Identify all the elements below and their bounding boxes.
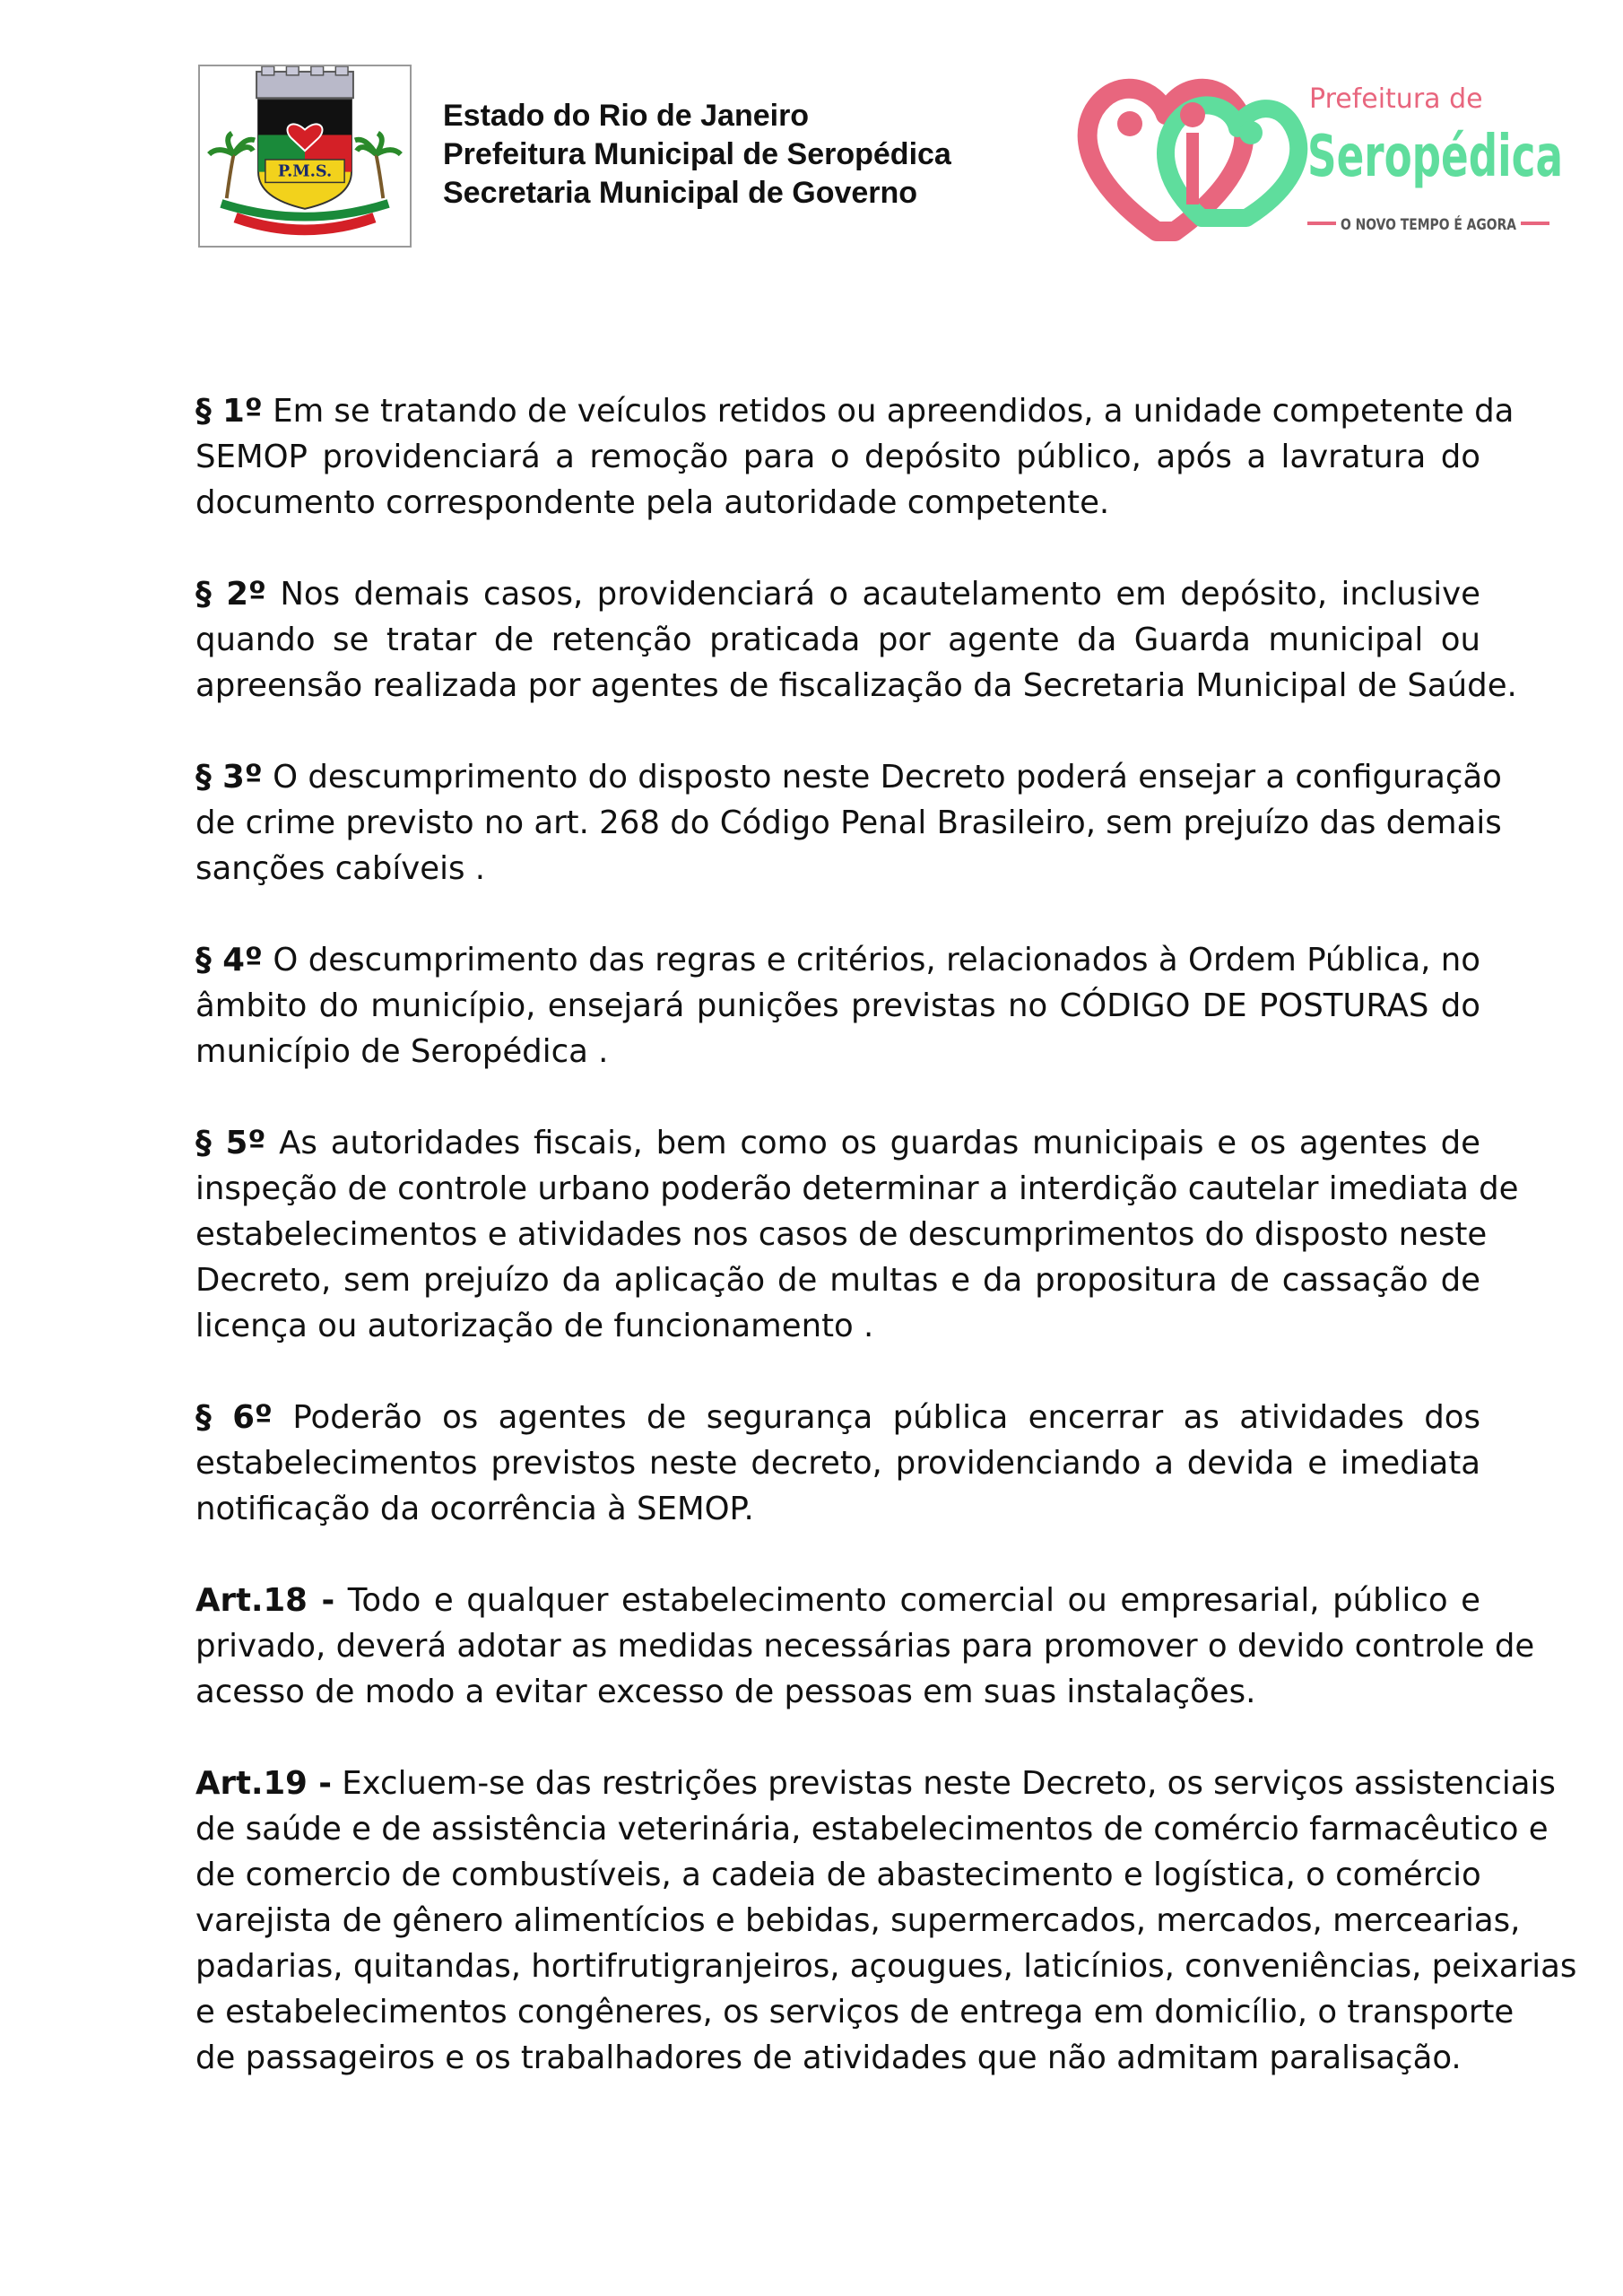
line-text: de comercio de combustíveis, a cadeia de abastecimento e logística, o comércio <box>195 1857 1481 1893</box>
text-line <box>195 937 1480 983</box>
line-text: município de Seropédica . <box>195 1033 609 1070</box>
paragraph <box>195 571 1517 709</box>
line-text: notificação da ocorrência à SEMOP. <box>195 1491 754 1527</box>
line-text: apreensão realizada por agentes de fiscalização da Secretaria Municipal de Saúde. <box>195 667 1517 704</box>
line-text: Nos demais casos, providenciará o acautelamento em depósito, inclusive <box>280 576 1480 613</box>
line-text: sanções cabíveis . <box>195 850 486 887</box>
line-text: estabelecimentos previstos neste decreto, providenciando a devida e imediata <box>195 1445 1480 1482</box>
line-text: Todo e qualquer estabelecimento comercial ou empresarial, público e <box>347 1582 1480 1619</box>
institution-header <box>443 97 951 213</box>
line-text: licença ou autorização de funcionamento . <box>195 1308 874 1344</box>
paragraph-lead: Art.18 - <box>195 1582 335 1619</box>
line-text: inspeção de controle urbano poderão determinar a interdição cautelar imediata de <box>195 1170 1519 1207</box>
municipal-coat-of-arms <box>198 65 412 248</box>
line-text: Em se tratando de veículos retidos ou apreendidos, a unidade competente da <box>273 393 1515 430</box>
text-line <box>195 1440 1480 1486</box>
paragraph-lead: § 6º <box>195 1399 273 1436</box>
paragraph <box>195 1761 1577 2081</box>
text-line <box>195 1029 1480 1074</box>
text-line <box>195 1669 1480 1715</box>
text-line <box>195 434 1480 480</box>
line-text: de passageiros e os trabalhadores de atividades que não admitam paralisação. <box>195 2039 1462 2076</box>
city-hall-name: Prefeitura Municipal de Seropédica <box>443 137 951 171</box>
paragraph <box>195 1578 1535 1715</box>
logo-prefix: Prefeitura de <box>1309 83 1483 115</box>
paragraph-lead: § 3º <box>195 759 263 796</box>
department-name: Secretaria Municipal de Governo <box>443 176 918 210</box>
line-text: quando se tratar de retenção praticada por agente da Guarda municipal ou <box>195 622 1480 658</box>
crest-label: P.M.S. <box>277 161 333 181</box>
text-line <box>195 1395 1480 1440</box>
line-text: Decreto, sem prejuízo da aplicação de multas e da propositura de cassação de <box>195 1262 1480 1299</box>
logo-city-name: Seropédica <box>1307 124 1563 190</box>
seropedica-logo <box>1067 61 1569 249</box>
text-line <box>195 800 1502 846</box>
paragraph-lead: § 5º <box>195 1125 266 1161</box>
line-text: estabelecimentos e atividades nos casos de descumprimentos do disposto neste <box>195 1216 1488 1253</box>
text-line <box>195 754 1502 800</box>
text-line <box>195 1212 1488 1257</box>
text-line <box>195 1578 1480 1623</box>
line-text: documento correspondente pela autoridade competente. <box>195 484 1110 521</box>
line-text: Poderão os agentes de segurança pública encerrar as atividades dos <box>292 1399 1480 1436</box>
text-line <box>195 1166 1519 1212</box>
text-line <box>195 1852 1480 1898</box>
text-line <box>195 571 1480 617</box>
line-text: As autoridades fiscais, bem como os guardas municipais e os agentes de <box>279 1125 1480 1161</box>
document-body <box>195 388 1577 2126</box>
text-line <box>195 617 1480 663</box>
line-text: de saúde e de assistência veterinária, estabelecimentos de comércio farmacêutico e <box>195 1811 1549 1848</box>
text-line <box>195 1486 1480 1532</box>
text-line <box>195 388 1515 434</box>
line-text: SEMOP providenciará a remoção para o depósito público, após a lavratura do <box>195 439 1480 475</box>
line-text: O descumprimento das regras e critérios, relacionados à Ordem Pública, no <box>273 942 1480 978</box>
paragraph-lead: § 2º <box>195 576 266 613</box>
line-text: de crime previsto no art. 268 do Código Penal Brasileiro, sem prejuízo das demais <box>195 804 1502 841</box>
text-line <box>195 1944 1577 1989</box>
line-text: âmbito do município, ensejará punições previstas no CÓDIGO DE POSTURAS do <box>195 987 1480 1024</box>
text-line <box>195 480 1480 526</box>
line-text: privado, deverá adotar as medidas necessárias para promover o devido controle de <box>195 1628 1535 1665</box>
paragraph-lead: § 4º <box>195 942 263 978</box>
paragraph <box>195 1395 1480 1532</box>
paragraph-lead: § 1º <box>195 393 263 430</box>
line-text: padarias, quitandas, hortifrutigranjeiros, açougues, laticínios, conveniências, peixarias <box>195 1948 1577 1985</box>
paragraph <box>195 754 1502 891</box>
text-line <box>195 983 1480 1029</box>
text-line <box>195 1989 1515 2035</box>
text-line <box>195 1257 1480 1303</box>
text-line <box>195 1898 1521 1944</box>
line-text: acesso de modo a evitar excesso de pessoas em suas instalações. <box>195 1674 1256 1710</box>
paragraph-lead: Art.19 - <box>195 1765 332 1802</box>
text-line <box>195 1303 1480 1349</box>
text-line <box>195 1120 1480 1166</box>
text-line <box>195 1806 1549 1852</box>
line-text: e estabelecimentos congêneres, os serviços de entrega em domicílio, o transporte <box>195 1994 1515 2031</box>
paragraph <box>195 1120 1519 1349</box>
text-line <box>195 846 1480 891</box>
text-line <box>195 1623 1535 1669</box>
text-line <box>195 663 1517 709</box>
text-line <box>195 2035 1480 2081</box>
line-text: Excluem-se das restrições previstas neste Decreto, os serviços assistenciais <box>342 1765 1556 1802</box>
text-line <box>195 1761 1556 1806</box>
logo-tagline: O NOVO TEMPO É AGORA <box>1341 216 1557 234</box>
paragraph <box>195 937 1480 1074</box>
state-name: Estado do Rio de Janeiro <box>443 99 810 133</box>
line-text: O descumprimento do disposto neste Decreto poderá ensejar a configuração <box>273 759 1502 796</box>
line-text: varejista de gênero alimentícios e bebidas, supermercados, mercados, mercearias, <box>195 1902 1521 1939</box>
paragraph <box>195 388 1515 526</box>
